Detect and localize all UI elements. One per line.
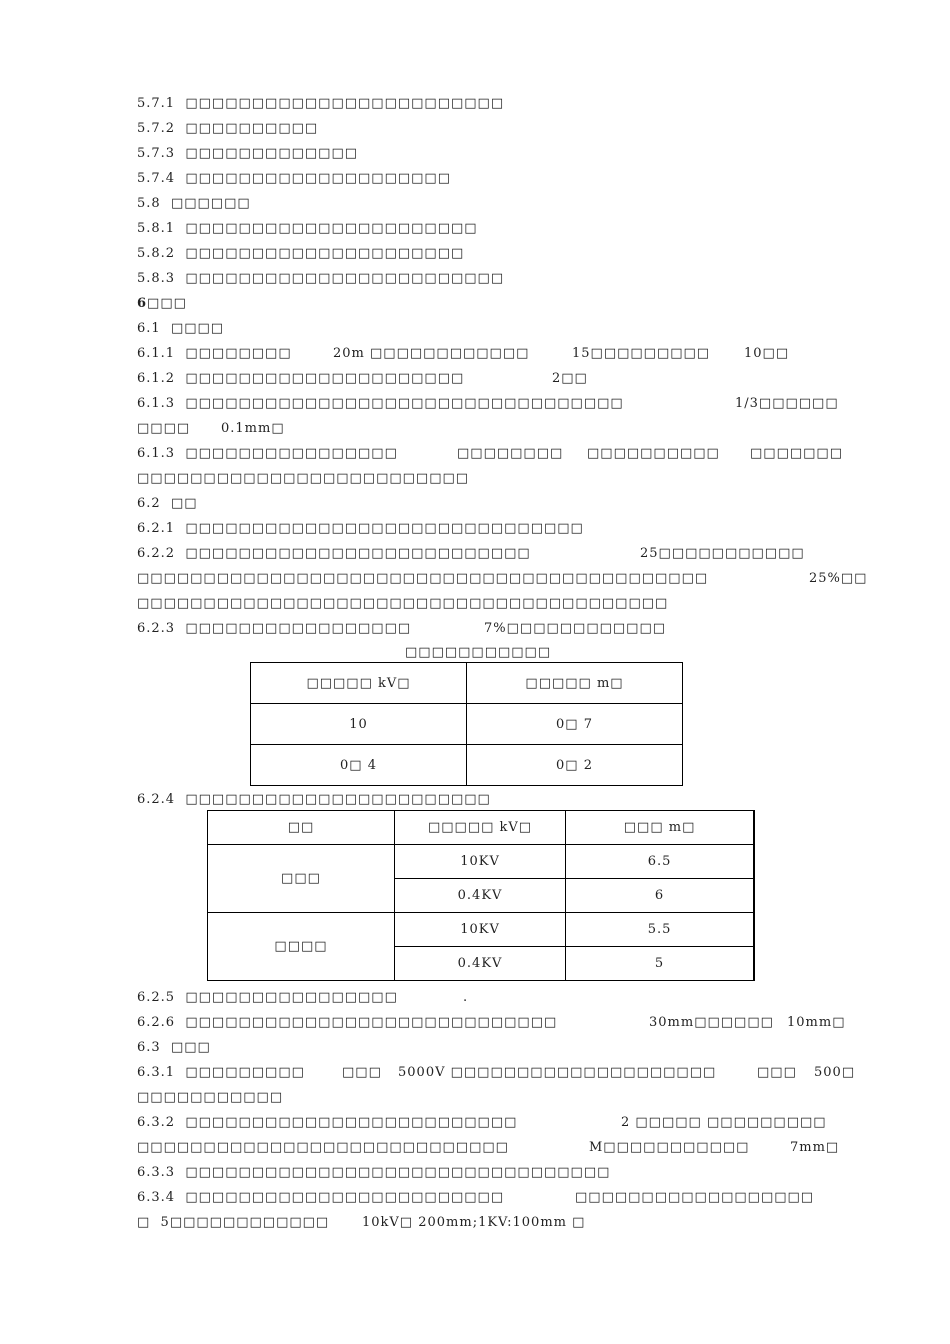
line-text: □□□ — [757, 1065, 797, 1080]
line-text: 10mm□ — [787, 1015, 846, 1030]
line-text: 5.8.1 □□□□□□□□□□□□□□□□□□□□□□ — [137, 221, 478, 236]
table-cell: 6.5 — [566, 845, 754, 879]
table-header-cell: □□ — [208, 811, 395, 845]
line-text: 6.2.3 □□□□□□□□□□□□□□□□□ — [137, 621, 412, 636]
line-text: 25%□□ — [809, 571, 868, 586]
line-text: 6.3.2 □□□□□□□□□□□□□□□□□□□□□□□□□ — [137, 1115, 518, 1130]
line-text: 25□□□□□□□□□□□ — [640, 546, 805, 561]
line-text: . — [463, 990, 479, 1005]
line-text: 7mm□ — [790, 1140, 840, 1155]
table-header-cell: □□□□□ kV□ — [394, 811, 565, 845]
table-header-cell: □□□ m□ — [566, 811, 754, 845]
table-row — [251, 704, 683, 745]
line-text: 6.2.1 □□□□□□□□□□□□□□□□□□□□□□□□□□□□□□ — [137, 521, 584, 536]
line-text: 6.1.3 □□□□□□□□□□□□□□□□ — [137, 446, 398, 461]
line-text: 500□ — [814, 1065, 856, 1080]
line-text: □□□□□□□□□ — [707, 1115, 827, 1130]
line-text: 6.3.4 □□□□□□□□□□□□□□□□□□□□□□□□ — [137, 1190, 505, 1205]
line-text: 6.2 □□ — [137, 496, 198, 511]
table-cell: 0□ 7 — [467, 704, 683, 745]
table-cell: 0.4KV — [394, 879, 565, 913]
text-line-6-3-4-cont — [137, 1215, 586, 1279]
table-group-cell: □□□□ — [208, 913, 395, 981]
line-text: 6.2.2 □□□□□□□□□□□□□□□□□□□□□□□□□□ — [137, 546, 531, 561]
line-text: 6.3.1 □□□□□□□□□ — [137, 1065, 305, 1080]
table-cell: 5.5 — [566, 913, 754, 947]
line-text: 5000V □□□□□□□□□□□□□□□□□□□□ — [398, 1065, 717, 1080]
line-text: 20m □□□□□□□□□□□□ — [333, 346, 530, 361]
line-text: 1/3□□□□□□ — [735, 396, 839, 411]
line-text: M□□□□□□□□□□□ — [589, 1140, 750, 1155]
table-row — [208, 845, 755, 879]
line-text: □□□□□□□ — [750, 446, 843, 461]
line-text: □□□□□□□□□□□□□□□□□□ — [575, 1190, 815, 1205]
table-header-cell: □□□□□ m□ — [467, 663, 683, 704]
line-text: 7%□□□□□□□□□□□□ — [484, 621, 667, 636]
clearance-table — [250, 662, 683, 786]
table-cell: 10KV — [394, 845, 565, 879]
line-text: 6.3.3 □□□□□□□□□□□□□□□□□□□□□□□□□□□□□□□□ — [137, 1165, 611, 1180]
line-text: 10□□ — [744, 346, 790, 361]
line-text: 0.1mm□ — [221, 421, 285, 436]
table-header-cell: □□□□□ kV□ — [251, 663, 467, 704]
line-text: 6.1.3 □□□□□□□□□□□□□□□□□□□□□□□□□□□□□□□□□ — [137, 396, 624, 411]
line-text: 2□□ — [552, 371, 588, 386]
table-cell: 6 — [566, 879, 754, 913]
line-text: 6.2.5 □□□□□□□□□□□□□□□□ — [137, 990, 398, 1005]
table-header-row — [251, 663, 683, 704]
table-cell: 0□ 2 — [467, 745, 683, 786]
line-text: 5.7.3 □□□□□□□□□□□□□ — [137, 146, 359, 161]
line-text: 6.1.1 □□□□□□□□ — [137, 346, 292, 361]
line-text: □□□□□□□□□□□□□□□□□□□□□□□□□ — [137, 471, 470, 486]
line-text: 6□□□ — [137, 296, 187, 311]
line-text: □□□□□□□□□□□ — [137, 1090, 284, 1105]
table-cell: 10 — [251, 704, 467, 745]
line-text: 6.3 □□□ — [137, 1040, 211, 1055]
line-text: 5.7.1 □□□□□□□□□□□□□□□□□□□□□□□□ — [137, 96, 505, 111]
line-text: □□□□□□□□□□□□□□□□□□□□□□□□□□□□□□□□□□□□□□□□□□□ — [137, 571, 709, 586]
line-text: 5.7.4 □□□□□□□□□□□□□□□□□□□□ — [137, 171, 451, 186]
line-text: 5.8.3 □□□□□□□□□□□□□□□□□□□□□□□□ — [137, 271, 505, 286]
table-cell: 5 — [566, 947, 754, 981]
table-row — [251, 745, 683, 786]
line-text: □□□□□□□□□□□□□□□□□□□□□□□□□□□□ — [137, 1140, 509, 1155]
line-text: □□□□□□□□□□□□□□□□□□□□□□□□□□□□□□□□□□□□□□□□ — [137, 596, 669, 611]
line-text: 5.8 □□□□□□ — [137, 196, 251, 211]
table1-caption: □□□□□□□□□□□ — [405, 645, 552, 660]
line-text: □□□□ — [137, 421, 191, 436]
height-table — [207, 810, 755, 981]
line-text: 6.1 □□□□ — [137, 321, 225, 336]
table-cell: 0.4KV — [394, 947, 565, 981]
table-header-row — [208, 811, 755, 845]
line-text: 6.2.6 □□□□□□□□□□□□□□□□□□□□□□□□□□□□ — [137, 1015, 558, 1030]
line-text: 5.7.2 □□□□□□□□□□ — [137, 121, 319, 136]
line-text: 5.8.2 □□□□□□□□□□□□□□□□□□□□□ — [137, 246, 465, 261]
table-group-cell: □□□ — [208, 845, 395, 913]
line-text: □□□□□□□□ — [457, 446, 564, 461]
line-text: □□□□□□□□□□ — [587, 446, 720, 461]
table-row — [208, 913, 755, 947]
line-text: 2 □□□□□ — [621, 1115, 702, 1130]
table-cell: 10KV — [394, 913, 565, 947]
line-text: 15□□□□□□□□□ — [572, 346, 711, 361]
line-text: 6.2.4 □□□□□□□□□□□□□□□□□□□□□□□ — [137, 792, 491, 807]
line-text: □□□ — [342, 1065, 382, 1080]
table-cell: 0□ 4 — [251, 745, 467, 786]
line-text: 10kV□ 200mm;1KV:100mm □ — [362, 1215, 586, 1230]
line-text: 30mm□□□□□□ — [649, 1015, 774, 1030]
line-text: 6.1.2 □□□□□□□□□□□□□□□□□□□□□ — [137, 371, 465, 386]
line-text: □ 5□□□□□□□□□□□□ — [137, 1215, 330, 1230]
